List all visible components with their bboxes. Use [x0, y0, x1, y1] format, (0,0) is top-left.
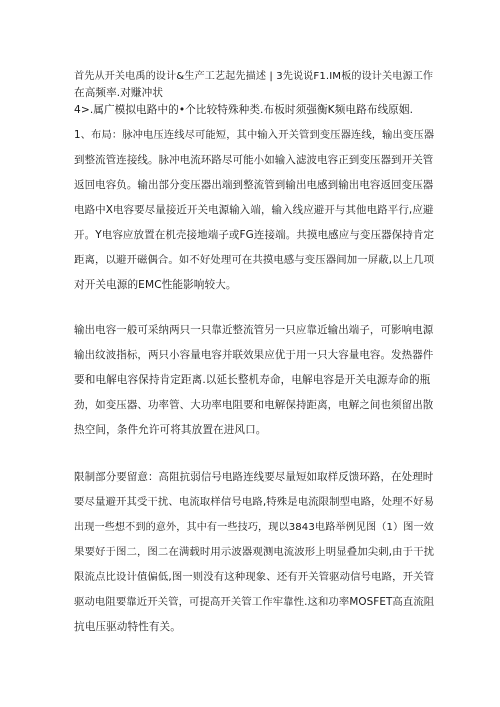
text-line: 距离，以避开磁偶合。如不好处理可在共摸电感与变压器间加一屏蔽,以上几项: [74, 254, 435, 266]
text-line: 首先从开关电禹的设计&生产工艺起先描述 | 3先说说F1.IM板的设计关电源工作: [74, 71, 434, 82]
text-line: 输出纹波指标，两只小容量电容并联效果应优于用一只大容量电容。发热器件: [74, 349, 434, 361]
text-line: 4>.属广模拟电路中的•个比较特殊种类.布板时须强衡K频电路布线原姻.: [74, 104, 414, 116]
layout-paragraph: [74, 123, 434, 298]
text-line: 开。Y电容应放置在机壳接地端子或FG连接端。共摸电感应与变压器保持肯定: [74, 229, 435, 241]
text-line: 热空间，条件允许可将其放置在进风口。: [74, 424, 267, 436]
text-line: 1、布局：脉冲电压连线尽可能短，其中输入开关管到变压器连线，输出变压器: [74, 129, 435, 141]
text-line: 劲，如变压器、功率管、大功率电阻要和电解保持距离，电解之间也须留出散: [74, 399, 434, 411]
text-line: 抗电压驱动特性有关。: [74, 621, 181, 633]
text-line: 限制部分要留意：高阻抗弱信号电路连线要尽量短如取样反馈环路，在处理时: [74, 471, 434, 483]
text-line: 出现一些想不到的意外，其中有一些技巧，现以3843电路举例见图（1）图一效: [74, 522, 434, 533]
text-line: 要尽量避开其受干扰、电流取样信号电路,特殊是电流限制型电路，处理不好易: [74, 496, 435, 508]
text-line: 电路中X电容要尽量接近开关电源输入端，输入线应避开与其他电路平行,应避: [74, 204, 434, 216]
control-section-paragraph: [74, 465, 434, 640]
text-line: 要和电解电容保持肯定距离.以延长整机寿命，电解电容是开关电源寿命的瓶: [74, 374, 431, 386]
text-line: 驱动电阻要靠近开关管，可提高开关管工作牢靠性.这和功率MOSFET高直流阻: [74, 596, 435, 608]
text-line: 果要好于图二，图二在满载时用示波器观测电流波形上明显叠加尖刺,由于干扰: [74, 546, 435, 558]
text-line: 返回电容负。输出部分变压器出端到整流管到输出电感到输出电容返回变压器: [74, 179, 434, 191]
text-line: 输出电容一般可采纳两只一只靠近整流管另一只应靠近输出端子，可影响电源: [74, 324, 434, 336]
intro-paragraph: [74, 68, 434, 119]
text-line: 对开关电源的EMC性能影响较大。: [74, 279, 237, 291]
output-capacitor-paragraph: [74, 318, 434, 443]
text-line: 限流点比设计值偏低,图一则没有这种现象、还有开关管驱动信号电路，开关管: [74, 571, 435, 583]
text-line: 到整流管连接线。脉冲电流环路尽可能小如输入滤波电容正到变压器到开关管: [74, 154, 434, 166]
text-line: 在高频率.对赚冲状: [74, 87, 164, 99]
